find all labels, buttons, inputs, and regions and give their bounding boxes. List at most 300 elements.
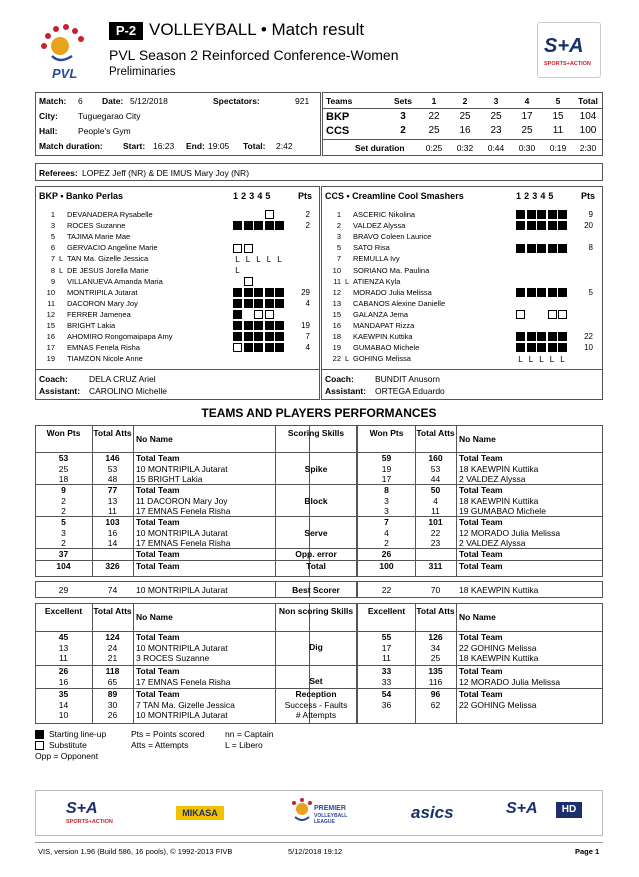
libero-letter: L: [256, 254, 261, 264]
player-set-marks: [233, 309, 286, 319]
perf-value: 13: [58, 642, 69, 653]
player-set-marks: [233, 231, 286, 241]
player-points: 22: [584, 332, 593, 342]
perf-value: 3: [384, 495, 389, 506]
score-cell: 25: [490, 111, 502, 122]
sponsor-sports-action-hd-text: S+A: [506, 800, 538, 817]
starting-square-icon: [244, 221, 253, 230]
score-header: 3: [493, 96, 499, 106]
sponsor-pvl-line1: PREMIER: [314, 805, 346, 812]
starting-square-icon: [233, 221, 242, 230]
substitute-square-icon: [558, 310, 567, 319]
starting-square-icon: [548, 343, 557, 352]
perf-value: 9: [61, 485, 66, 495]
perf-value: 54: [381, 689, 392, 699]
starting-square-icon: [233, 321, 242, 330]
perf-skill: Reception: [295, 689, 337, 699]
libero-letter: L: [235, 254, 240, 264]
player-number: 12: [332, 287, 341, 297]
sponsor-asics: asics: [411, 803, 454, 822]
perf-value: 25: [430, 653, 441, 663]
player-set-marks: [233, 287, 286, 297]
perf-name: 2 VALDEZ Alyssa: [459, 474, 526, 484]
duration-label: Match duration:: [39, 141, 103, 151]
score-header: Total: [578, 96, 598, 106]
player-name: KAEWPIN Kuttika: [353, 332, 413, 342]
score-divider: [322, 108, 603, 109]
perf-header: No Name: [459, 434, 496, 444]
player-name: BRAVO Coleen Laurice: [353, 232, 432, 242]
sports-action-logo: [537, 22, 601, 78]
perf-name: 19 GUMABAO Michele: [459, 506, 546, 516]
perf-name: 10 MONTRIPILA Jutarat: [136, 527, 228, 538]
substitute-square-icon: [233, 343, 242, 352]
perf-col-line: [456, 603, 457, 724]
starting-square-icon: [265, 321, 274, 330]
player-name: ASCERIC Nikolina: [353, 210, 416, 219]
perf-name: 12 MORADO Julia Melissa: [459, 676, 561, 687]
perf-skill: Success - Faults: [284, 699, 348, 710]
perf-name: Total Team: [459, 689, 503, 699]
perf-col-line: [133, 425, 134, 577]
starting-square-icon: [254, 332, 263, 341]
player-name: DACORON Mary Joy: [67, 298, 138, 308]
perf-value: 30: [107, 699, 118, 710]
perf-value: 160: [428, 453, 443, 463]
starting-square-icon: [275, 321, 284, 330]
starting-square-icon: [35, 730, 44, 739]
perf-value: 4: [384, 527, 389, 538]
perf-skill: Dig: [309, 642, 323, 652]
perf-name: 15 BRIGHT Lakia: [136, 474, 203, 484]
date-value: 5/12/2018: [130, 96, 168, 106]
perf-name: Total Team: [459, 561, 503, 571]
substitute-square-icon: [265, 310, 274, 319]
coach-name: DELA CRUZ Ariel: [89, 374, 156, 384]
perf-name: 22 GOHING Melissa: [459, 699, 537, 710]
score-cell: 100: [579, 125, 597, 136]
perf-value: 11: [382, 653, 391, 663]
perf-value: 2: [61, 506, 66, 516]
perf-value: 311: [428, 561, 443, 571]
libero-letter: L: [245, 254, 251, 264]
player-name: SORIANO Ma. Paulina: [353, 265, 430, 275]
starting-square-icon: [548, 210, 557, 219]
set-duration-value: 2:30: [579, 143, 597, 153]
starting-square-icon: [265, 343, 274, 352]
perf-value: 62: [430, 699, 441, 710]
perf-name: 10 MONTRIPILA Jutarat: [136, 463, 228, 474]
player-number: 8: [50, 265, 55, 275]
perf-value: 59: [381, 453, 392, 463]
perf-value: 116: [428, 676, 443, 687]
player-name: DE JESUS Jorella Marie: [67, 265, 149, 275]
score-cell: 25: [521, 125, 533, 136]
player-number: 16: [332, 321, 341, 330]
substitute-square-icon: [244, 277, 253, 286]
starting-square-icon: [558, 343, 567, 352]
end-label: End:: [186, 141, 205, 151]
player-name: MONTRIPILA Jutarat: [67, 287, 138, 297]
substitute-square-icon: [254, 310, 263, 319]
player-set-marks: [233, 220, 286, 230]
score-header: Teams: [326, 96, 353, 106]
libero-marker: L: [59, 265, 64, 275]
player-name: GALANZA Jema: [353, 309, 409, 319]
pvl-logo-text: PVL: [52, 66, 78, 81]
perf-header: Won Pts: [46, 428, 81, 438]
perf-value: 326: [105, 561, 120, 571]
report-code: P-2: [109, 22, 143, 40]
starting-square-icon: [537, 288, 546, 297]
total-label: Total:: [243, 141, 266, 151]
player-number: 6: [50, 243, 55, 253]
perf-value: 13: [107, 495, 118, 506]
team-b-coach-divider: [321, 369, 603, 370]
set-duration-value: 0:25: [425, 143, 443, 153]
perf-value: 2: [61, 538, 66, 548]
coach-label: Coach:: [325, 374, 354, 384]
starting-square-icon: [548, 221, 557, 230]
perf-name: Total Team: [459, 632, 503, 642]
coach-name: BUNDIT Anusorn: [375, 374, 441, 384]
perf-name: 10 MONTRIPILA Jutarat: [136, 585, 228, 595]
perf-value: 2: [384, 538, 389, 548]
substitute-square-icon: [35, 741, 44, 750]
player-set-marks: [233, 209, 286, 219]
competition-phase: Preliminaries: [109, 66, 176, 78]
player-number: 19: [332, 343, 341, 353]
perf-value: 26: [58, 666, 69, 676]
team-a-pts-header: Pts: [298, 191, 313, 201]
starting-square-icon: [233, 310, 242, 319]
perf-name: 10 MONTRIPILA Jutarat: [136, 642, 228, 653]
footer-page: Page 1: [575, 847, 600, 856]
libero-letter: L: [518, 354, 523, 364]
team-a-coach-divider: [35, 369, 320, 370]
substitute-square-icon: [265, 210, 274, 219]
perf-value: 22: [381, 585, 392, 595]
player-number: 11: [333, 276, 341, 286]
score-cell: 22: [428, 111, 440, 122]
player-points: 10: [584, 343, 593, 353]
starting-square-icon: [548, 332, 557, 341]
starting-square-icon: [527, 288, 536, 297]
player-set-marks: [516, 353, 569, 363]
competition-name: PVL Season 2 Reinforced Conference-Women: [109, 47, 399, 63]
player-number: 10: [332, 265, 341, 275]
spectators-label: Spectators:: [213, 96, 260, 106]
starting-square-icon: [548, 288, 557, 297]
libero-marker: L: [59, 254, 64, 264]
perf-value: 23: [430, 538, 441, 548]
pvl-logo: [38, 20, 96, 84]
score-header: 1: [431, 96, 437, 106]
sponsor-pvl-line2: VOLLEYBALL: [314, 813, 348, 819]
sponsor-sports-action-sub: SPORTS+ACTION: [66, 819, 113, 825]
perf-value: 24: [107, 642, 118, 653]
player-name: ATIENZA Kyla: [353, 276, 401, 286]
perf-name: Total Team: [136, 666, 180, 676]
starting-square-icon: [527, 332, 536, 341]
perf-header: Total Atts: [416, 428, 455, 438]
perf-name: 18 KAEWPIN Kuttika: [459, 495, 539, 506]
legend-substitute: Substitute: [49, 740, 87, 750]
footer-version: VIS, version 1.96 (Build 586, 16 pools), © 1992-2013 FIVB: [38, 847, 233, 856]
starting-square-icon: [254, 288, 263, 297]
perf-header: No Name: [136, 434, 173, 444]
score-header: Sets: [394, 96, 412, 106]
starting-square-icon: [558, 332, 567, 341]
perf-name: 17 EMNAS Fenela Risha: [136, 538, 231, 548]
player-name: DEVANADERA Rysabelle: [67, 210, 153, 219]
player-name: VILLANUEVA Amanda Maria: [67, 276, 163, 286]
perf-value: 50: [430, 485, 441, 495]
player-number: 5: [336, 243, 341, 253]
starting-square-icon: [244, 343, 253, 352]
player-set-marks: [516, 298, 569, 308]
legend-opp: Opp = Opponent: [35, 751, 99, 761]
player-number: 15: [332, 309, 341, 319]
perf-value: 96: [430, 689, 441, 699]
player-set-marks: [233, 242, 286, 252]
perf-header: No Name: [459, 612, 496, 622]
match-number: 6: [78, 96, 83, 106]
player-points: 29: [301, 287, 310, 297]
starting-square-icon: [527, 343, 536, 352]
player-set-marks: [516, 209, 569, 219]
sponsor-sports-action: [62, 798, 126, 828]
perf-header: Excellent: [367, 606, 406, 616]
player-name: TIAMZON Nicole Anne: [67, 354, 143, 364]
substitute-square-icon: [233, 244, 242, 253]
perf-col-line: [133, 603, 134, 724]
perf-value: 100: [379, 561, 394, 571]
starting-square-icon: [265, 221, 274, 230]
starting-square-icon: [537, 244, 546, 253]
perf-value: 5: [61, 517, 66, 527]
score-header: 5: [555, 96, 561, 106]
perf-value: 135: [428, 666, 443, 676]
perf-skill: Serve: [304, 528, 328, 538]
perf-value: 22: [430, 527, 441, 538]
start-label: Start:: [123, 141, 146, 151]
player-points: 4: [305, 343, 310, 353]
sponsor-sports-action-hd: [506, 798, 586, 828]
date-label: Date:: [102, 96, 124, 106]
perf-value: 29: [58, 585, 69, 595]
perf-name: 18 KAEWPIN Kuttika: [459, 463, 539, 474]
sports-action-logo-text: S+A: [544, 35, 584, 57]
player-points: 5: [588, 287, 593, 297]
player-number: 3: [336, 232, 341, 242]
perf-name: Total Team: [136, 453, 180, 463]
perf-value: 11: [108, 506, 117, 516]
player-points: 2: [305, 210, 310, 219]
player-name: FERRER Jamenea: [67, 309, 131, 319]
assistant-name: CAROLINO Michelle: [89, 386, 167, 396]
player-number: 10: [46, 287, 55, 297]
perf-value: 19: [381, 463, 392, 474]
footer-divider: [35, 842, 603, 843]
sponsor-sports-action-text: S+A: [66, 800, 98, 817]
perf-value: 16: [107, 527, 118, 538]
starting-square-icon: [537, 210, 546, 219]
assistant-label: Assistant:: [325, 386, 367, 396]
starting-square-icon: [558, 221, 567, 230]
player-number: 9: [50, 276, 55, 286]
starting-square-icon: [244, 299, 253, 308]
perf-value: 4: [433, 495, 438, 506]
perf-value: 14: [58, 699, 69, 710]
perf-name: 11 DACORON Mary Joy: [136, 495, 228, 506]
starting-square-icon: [548, 244, 557, 253]
player-name: BRIGHT Lakia: [67, 321, 116, 330]
start-value: 16:23: [153, 141, 175, 151]
referees-label: Referees:: [39, 168, 78, 178]
perf-value: 14: [107, 538, 118, 548]
starting-square-icon: [254, 321, 263, 330]
performance-title: TEAMS AND PLAYERS PERFORMANCES: [201, 406, 437, 420]
starting-square-icon: [233, 332, 242, 341]
perf-value: 48: [107, 474, 118, 484]
starting-square-icon: [275, 288, 284, 297]
score-cell: 25: [428, 125, 440, 136]
libero-letter: L: [528, 354, 534, 364]
legend-pts: Pts = Points scored: [131, 729, 205, 739]
perf-skill: Best Scorer: [292, 585, 340, 595]
player-number: 3: [50, 221, 55, 231]
sponsor-pvl-line3: LEAGUE: [314, 819, 335, 825]
perf-name: Total Team: [459, 517, 503, 527]
legend-captain: nn = Captain: [225, 729, 274, 739]
report-title: VOLLEYBALL • Match result: [149, 20, 365, 39]
starting-square-icon: [558, 244, 567, 253]
perf-header: Total Atts: [416, 606, 455, 616]
player-set-marks: [233, 320, 286, 330]
perf-value: 53: [430, 463, 441, 474]
perf-skill: Spike: [304, 464, 328, 474]
player-name: SATO Risa: [353, 243, 390, 253]
perf-value: 118: [105, 666, 120, 676]
match-label: Match:: [39, 96, 67, 106]
libero-marker: L: [345, 276, 350, 286]
starting-square-icon: [516, 210, 525, 219]
player-number: 13: [332, 298, 341, 308]
perf-value: 26: [107, 710, 118, 720]
player-points: 19: [301, 321, 310, 330]
perf-col-line: [456, 425, 457, 577]
player-set-marks: [516, 276, 569, 286]
player-number: 12: [46, 309, 55, 319]
starting-square-icon: [265, 288, 274, 297]
perf-name: Total Team: [136, 485, 180, 495]
perf-name: 12 MORADO Julia Melissa: [459, 527, 561, 538]
perf-skill-header: Non scoring Skills: [278, 606, 354, 616]
player-number: 18: [332, 332, 341, 342]
perf-value: 34: [430, 642, 441, 653]
perf-name: Total Team: [459, 485, 503, 495]
score-divider: [322, 139, 603, 140]
perf-skill: Set: [309, 676, 323, 686]
player-points: 9: [588, 210, 593, 219]
perf-value: 65: [107, 676, 118, 687]
player-points: 7: [305, 332, 310, 342]
footer-timestamp: 5/12/2018 19:12: [288, 847, 343, 856]
score-cell: CCS: [326, 125, 350, 137]
perf-value: 26: [381, 549, 392, 559]
team-b-set-headers: 1 2 3 4 5: [516, 191, 554, 201]
perf-value: 36: [381, 699, 392, 710]
coach-label: Coach:: [39, 374, 68, 384]
libero-letter: L: [560, 354, 565, 364]
perf-value: 70: [430, 585, 441, 595]
set-duration-value: 0:19: [549, 143, 567, 153]
perf-value: 10: [58, 710, 69, 720]
score-cell: 17: [521, 111, 533, 122]
perf-value: 89: [107, 689, 118, 699]
set-duration-label: Set duration: [355, 143, 405, 153]
starting-square-icon: [233, 299, 242, 308]
player-name: EMNAS Fenela Risha: [67, 343, 140, 353]
perf-value: 17: [381, 474, 392, 484]
starting-square-icon: [265, 299, 274, 308]
team-b-pts-header: Pts: [581, 191, 596, 201]
legend-starting: Starting line-up: [49, 729, 107, 739]
player-name: GERVACIO Angeline Marie: [67, 243, 158, 253]
starting-square-icon: [537, 343, 546, 352]
set-duration-value: 0:32: [456, 143, 474, 153]
starting-square-icon: [516, 288, 525, 297]
perf-value: 53: [58, 453, 69, 463]
perf-header: Total Atts: [93, 606, 132, 616]
perf-name: Total Team: [136, 561, 180, 571]
player-points: 8: [588, 243, 593, 253]
perf-value: 16: [58, 676, 69, 687]
starting-square-icon: [254, 343, 263, 352]
player-number: 19: [46, 354, 55, 364]
perf-value: 45: [58, 632, 69, 642]
starting-square-icon: [275, 221, 284, 230]
player-number: 16: [46, 332, 55, 342]
player-name: TAJIMA Marie Mae: [67, 232, 131, 242]
perf-name: 7 TAN Ma. Gizelle Jessica: [136, 699, 235, 710]
team-b-name: CCS • Creamline Cool Smashers: [325, 191, 464, 201]
perf-skill-header: Scoring Skills: [287, 428, 345, 438]
player-number: 22: [332, 354, 341, 364]
total-value: 2:42: [276, 141, 293, 151]
player-name: GUMABAO Michele: [353, 343, 420, 353]
player-number: 7: [336, 254, 341, 264]
libero-letter: L: [549, 354, 555, 364]
perf-name: Total Team: [136, 517, 180, 527]
legend: [35, 728, 435, 773]
player-number: 1: [336, 210, 341, 219]
perf-value: 124: [105, 632, 120, 642]
set-duration-value: 0:30: [518, 143, 536, 153]
perf-name: Total Team: [136, 549, 180, 559]
libero-letter: L: [277, 254, 282, 264]
starting-square-icon: [233, 288, 242, 297]
player-name: MORADO Julia Melissa: [353, 287, 432, 297]
score-header: 4: [524, 96, 530, 106]
libero-letter: L: [235, 265, 240, 275]
perf-skill: Opp. error: [295, 549, 337, 559]
player-set-marks: [516, 253, 569, 263]
perf-header: Total Atts: [93, 428, 132, 438]
perf-skill: Total: [306, 561, 326, 571]
starting-square-icon: [537, 332, 546, 341]
